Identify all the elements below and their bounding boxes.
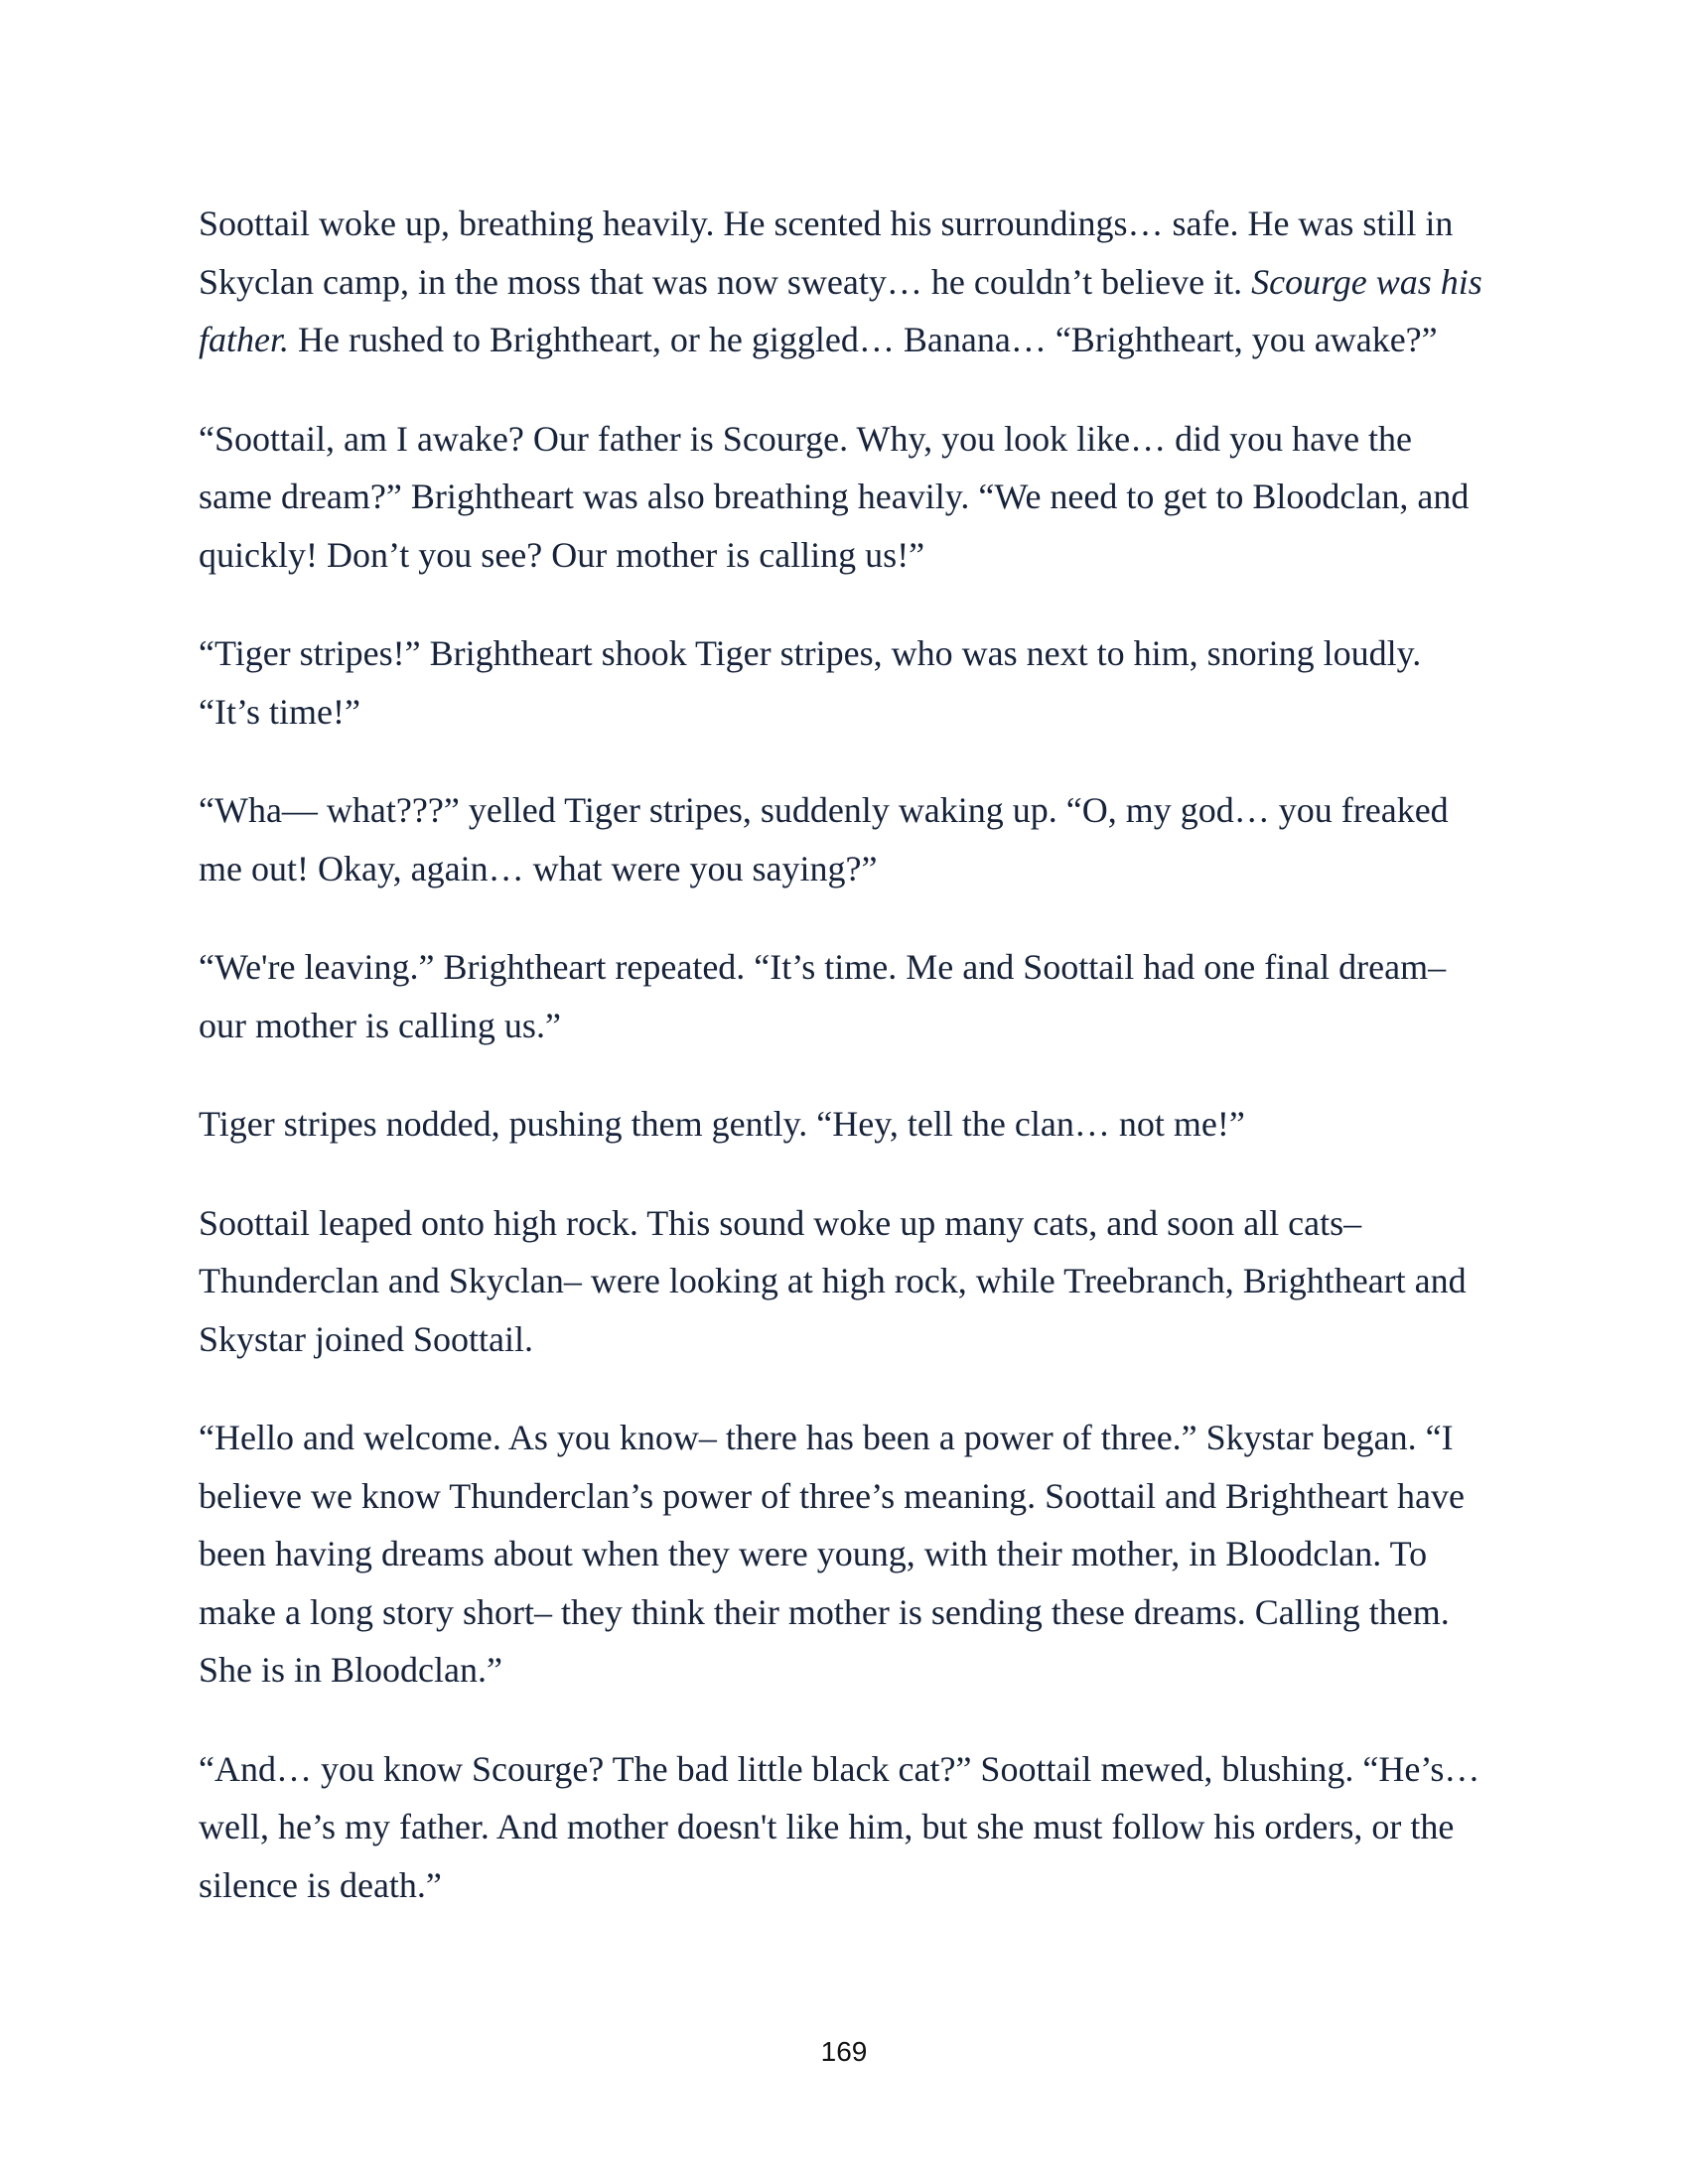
page-number: 169 [820,2036,868,2067]
paragraph: “And… you know Scourge? The bad little black cat?” Soottail mewed, blushing. “He’s… well, he’s my father. And mother doesn't like him, but she must follow his orders, or the silence is death.” [199,1748,1480,1905]
italic-emphasis: Scourge was his father. [199,261,1482,359]
paragraph-text: Soottail woke up, breathing heavily. He scented his surroundings… safe. He was still in Skyclan camp, in the moss that was now sweaty… he couldn’t believe it. [199,204,1454,302]
page-body [199,195,1489,1955]
paragraph [199,195,1489,369]
paragraph: Tiger stripes nodded, pushing them gently. “Hey, tell the clan… not me!” [199,1104,1245,1144]
paragraph: Soottail leaped onto high rock. This sound woke up many cats, and soon all cats– Thunderclan and Skyclan– were looking at high rock, while Treebranch, Brightheart and Skystar joined Soottail. [199,1202,1467,1359]
paragraph: “Soottail, am I awake? Our father is Scourge. Why, you look like… did you have the same dream?” Brightheart was also breathing heavily. “We need to get to Bloodclan, and quickly! Don’t you see? Our mother is calling us!” [199,418,1470,575]
paragraph: “We're leaving.” Brightheart repeated. “It’s time. Me and Soottail had one final dream– our mother is calling us.” [199,947,1447,1045]
paragraph: “Wha— what???” yelled Tiger stripes, suddenly waking up. “O, my god… you freaked me out! Okay, again… what were you saying?” [199,790,1449,888]
paragraph: “Tiger stripes!” Brightheart shook Tiger stripes, who was next to him, snoring loudly. “It’s time!” [199,633,1422,732]
paragraph-text: He rushed to Brightheart, or he giggled… Banana… “Brightheart, you awake?” [289,320,1438,359]
paragraph: “Hello and welcome. As you know– there has been a power of three.” Skystar began. “I believe we know Thunderclan’s power of three’s meaning. Soottail and Brightheart have been having dreams about when they were young, with their mother, in Bloodclan. To make a long story short– they think their mother is sending these dreams. Calling them. She is in Bloodclan.” [199,1418,1465,1690]
